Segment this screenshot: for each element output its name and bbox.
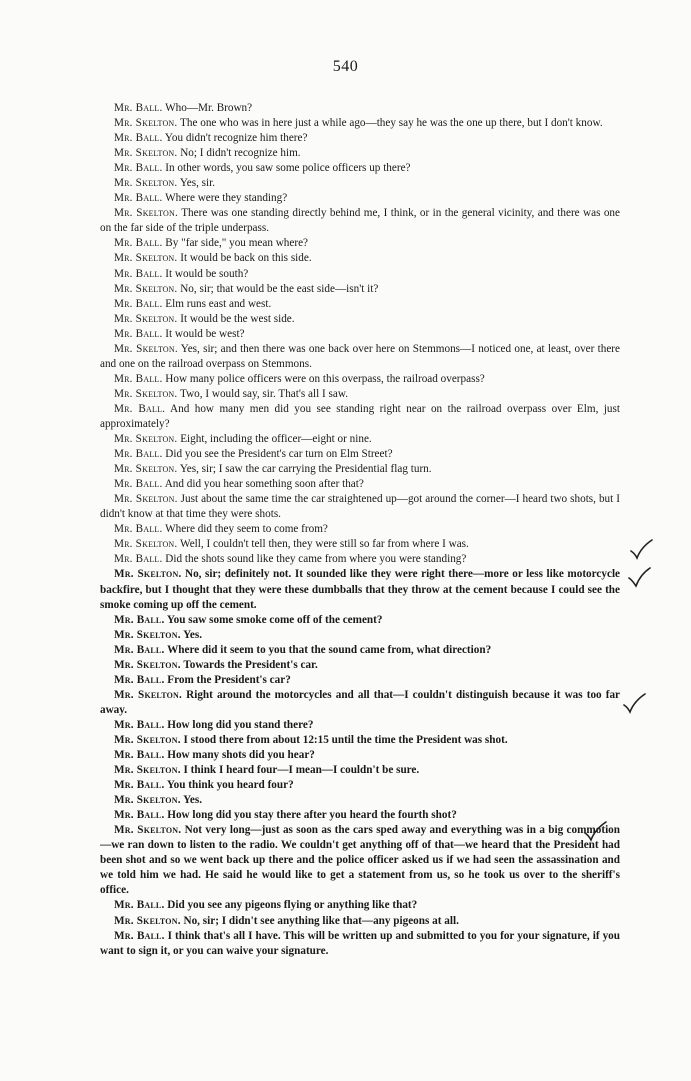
transcript-line (100, 432, 620, 447)
line-text: Towards the President's car. (183, 658, 318, 671)
line-text: Eight, including the officer—eight or nine. (180, 433, 372, 446)
transcript-line (100, 793, 620, 808)
speaker-name: Mr. Ball. (114, 613, 165, 626)
speaker-name: Mr. Skelton. (114, 824, 182, 837)
speaker-name: Mr. Skelton. (114, 538, 178, 551)
line-text: Two, I would say, sir. That's all I saw. (180, 387, 349, 400)
transcript-line (100, 462, 620, 477)
transcript-line (100, 282, 620, 297)
line-text: Not very long—just as soon as the cars sped away and everything was in a big commotion—we ran down to listen to the radio. We couldn't get anything off of that—we heard that the President had been shot and so we went back up there and the police officer asked us if we had seen the assassination and we told him we had. He said he would like to get a statement from us, so he took us over to the sheriff's office. (100, 824, 620, 897)
speaker-name: Mr. Skelton. (114, 914, 181, 927)
line-text: You didn't recognize him there? (164, 132, 308, 145)
transcript-line (100, 447, 620, 462)
line-text: Where did it seem to you that the sound came from, what direction? (167, 643, 492, 656)
transcript-line (100, 929, 620, 959)
transcript-line (100, 643, 620, 658)
line-text: I think I heard four—I mean—I couldn't be sure. (183, 764, 420, 777)
line-text: Well, I couldn't tell then, they were still so far from where I was. (180, 538, 469, 551)
speaker-name: Mr. Ball. (114, 899, 165, 912)
line-text: Did you see any pigeons flying or anything like that? (167, 899, 418, 912)
line-text: How long did you stay there after you heard the fourth shot? (167, 809, 457, 822)
speaker-name: Mr. Skelton. (114, 147, 178, 160)
speaker-name: Mr. Ball. (114, 478, 163, 491)
speaker-name: Mr. Ball. (114, 132, 163, 145)
transcript-line (100, 763, 620, 778)
speaker-name: Mr. Ball. (114, 237, 163, 250)
line-text: I think that's all I have. This will be written up and submitted to you for your signature, if you want to sign it, or you can waive your signature. (100, 929, 620, 957)
speaker-name: Mr. Ball. (114, 102, 163, 114)
line-text: It would be south? (165, 267, 249, 280)
line-text: Yes, sir; and then there was one back over here on Stemmons—I noticed one, at least, over there and one on the railroad overpass on Stemmons. (100, 342, 620, 370)
transcript-line (100, 312, 620, 327)
testimony-transcript (100, 101, 620, 959)
speaker-name: Mr. Ball. (114, 192, 163, 205)
speaker-name: Mr. Skelton. (114, 342, 178, 355)
transcript-line (100, 673, 620, 688)
speaker-name: Mr. Ball. (114, 523, 163, 536)
transcript-line (100, 236, 620, 251)
speaker-name: Mr. Ball. (114, 553, 163, 566)
speaker-name: Mr. Skelton. (114, 207, 179, 220)
transcript-line (100, 537, 620, 552)
transcript-line (100, 161, 620, 176)
transcript-line (100, 176, 620, 191)
speaker-name: Mr. Skelton. (114, 658, 181, 671)
speaker-name: Mr. Ball. (114, 297, 163, 310)
speaker-name: Mr. Skelton. (114, 733, 181, 746)
speaker-name: Mr. Skelton. (114, 177, 178, 190)
handwritten-check-icon (582, 820, 608, 842)
line-text: And did you hear something soon after that? (164, 478, 364, 491)
speaker-name: Mr. Skelton. (114, 628, 181, 641)
line-text: Did the shots sound like they came from where you were standing? (165, 553, 467, 566)
speaker-name: Mr. Ball. (114, 809, 165, 822)
transcript-line (100, 492, 620, 522)
line-text: Where did they seem to come from? (165, 523, 328, 536)
line-text: Yes. (183, 628, 203, 641)
transcript-line (100, 251, 620, 266)
transcript-line (100, 733, 620, 748)
transcript-line (100, 206, 620, 236)
speaker-name: Mr. Ball. (114, 929, 165, 942)
speaker-name: Mr. Ball. (114, 162, 163, 175)
transcript-line (100, 613, 620, 628)
line-text: Yes, sir. (179, 177, 216, 190)
transcript-line (100, 342, 620, 372)
line-text: Who—Mr. Brown? (165, 102, 253, 114)
line-text: Right around the motorcycles and all that—I couldn't distinguish because it was too far away. (100, 688, 621, 716)
line-text: It would be the west side. (180, 312, 295, 325)
line-text: How many shots did you hear? (167, 749, 315, 762)
line-text: Elm runs east and west. (165, 297, 272, 310)
line-text: I stood there from about 12:15 until the time the President was shot. (183, 733, 508, 746)
transcript-line (100, 718, 620, 733)
line-text: Where were they standing? (165, 192, 288, 205)
line-text: By "far side," you mean where? (165, 237, 309, 250)
speaker-name: Mr. Ball. (114, 643, 165, 656)
speaker-name: Mr. Skelton. (114, 387, 178, 400)
speaker-name: Mr. Ball. (114, 779, 165, 792)
transcript-line (100, 823, 620, 898)
speaker-name: Mr. Ball. (114, 673, 165, 686)
line-text: It would be back on this side. (180, 252, 312, 265)
line-text: In other words, you saw some police officers up there? (165, 162, 411, 175)
line-text: How many police officers were on this overpass, the railroad overpass? (165, 372, 485, 385)
transcript-line (100, 658, 620, 673)
speaker-name: Mr. Skelton. (114, 312, 178, 325)
line-text: You saw some smoke come off of the cement? (166, 613, 383, 626)
speaker-name: Mr. Skelton. (114, 493, 178, 506)
speaker-name: Mr. Ball. (114, 372, 163, 385)
line-text: Did you see the President's car turn on Elm Street? (165, 448, 393, 461)
speaker-name: Mr. Skelton. (114, 764, 181, 777)
speaker-name: Mr. Ball. (114, 267, 163, 280)
transcript-line (100, 372, 620, 387)
line-text: No; I didn't recognize him. (180, 147, 301, 160)
transcript-line (100, 191, 620, 206)
transcript-line (100, 898, 620, 913)
transcript-line (100, 628, 620, 643)
line-text: It would be west? (165, 327, 245, 340)
transcript-line (100, 402, 620, 432)
transcript-line (100, 552, 620, 567)
speaker-name: Mr. Skelton. (114, 433, 178, 446)
line-text: From the President's car? (167, 673, 291, 686)
line-text: The one who was in here just a while ago—they say he was the one up there, but I don't know. (180, 117, 603, 130)
speaker-name: Mr. Skelton. (114, 463, 178, 476)
transcript-line (100, 101, 620, 116)
line-text: No, sir; that would be the east side—isn't it? (180, 282, 379, 295)
transcript-line (100, 116, 620, 131)
speaker-name: Mr. Skelton. (114, 117, 178, 130)
line-text: Yes, sir; I saw the car carrying the Presidential flag turn. (179, 463, 432, 476)
transcript-line (100, 567, 620, 612)
transcript-line (100, 522, 620, 537)
transcript-line (100, 146, 620, 161)
speaker-name: Mr. Skelton. (114, 688, 183, 701)
page-number: 540 (332, 58, 359, 75)
line-text: How long did you stand there? (167, 718, 314, 731)
line-text: No, sir; definitely not. It sounded like they were right there—more or less like motorcycle backfire, but I thought that they were these dumbballs that they throw at the cement because I could see the smoke coming up off the cement. (100, 568, 621, 611)
transcript-line (100, 267, 620, 282)
line-text: Just about the same time the car straightened up—got around the corner—I heard two shots, but I didn't know at that time they were shots. (100, 493, 621, 521)
transcript-line (100, 778, 620, 793)
transcript-line (100, 327, 620, 342)
handwritten-check-icon (621, 692, 647, 714)
handwritten-check-icon (626, 566, 652, 588)
line-text: You think you heard four? (166, 779, 294, 792)
speaker-name: Mr. Ball. (114, 327, 163, 340)
transcript-line (100, 297, 620, 312)
speaker-name: Mr. Skelton. (114, 282, 178, 295)
transcript-line (100, 914, 620, 929)
line-text: And how many men did you see standing right near on the railroad overpass over Elm, just approximately? (100, 402, 620, 430)
line-text: Yes. (183, 794, 203, 807)
transcript-line (100, 131, 620, 146)
transcript-line (100, 748, 620, 763)
speaker-name: Mr. Ball. (114, 448, 163, 461)
speaker-name: Mr. Ball. (114, 749, 165, 762)
speaker-name: Mr. Skelton. (114, 794, 181, 807)
speaker-name: Mr. Ball. (114, 718, 165, 731)
handwritten-check-icon (628, 538, 654, 560)
speaker-name: Mr. Skelton. (114, 252, 178, 265)
transcript-line (100, 477, 620, 492)
speaker-name: Mr. Skelton. (114, 568, 182, 581)
speaker-name: Mr. Ball. (114, 402, 166, 415)
line-text: There was one standing directly behind me, I think, or in the general vicinity, and there was one on the far side of the triple underpass. (100, 207, 620, 235)
transcript-line (100, 688, 620, 718)
transcript-line (100, 808, 620, 823)
transcript-line (100, 387, 620, 402)
line-text: No, sir; I didn't see anything like that—any pigeons at all. (183, 914, 459, 927)
